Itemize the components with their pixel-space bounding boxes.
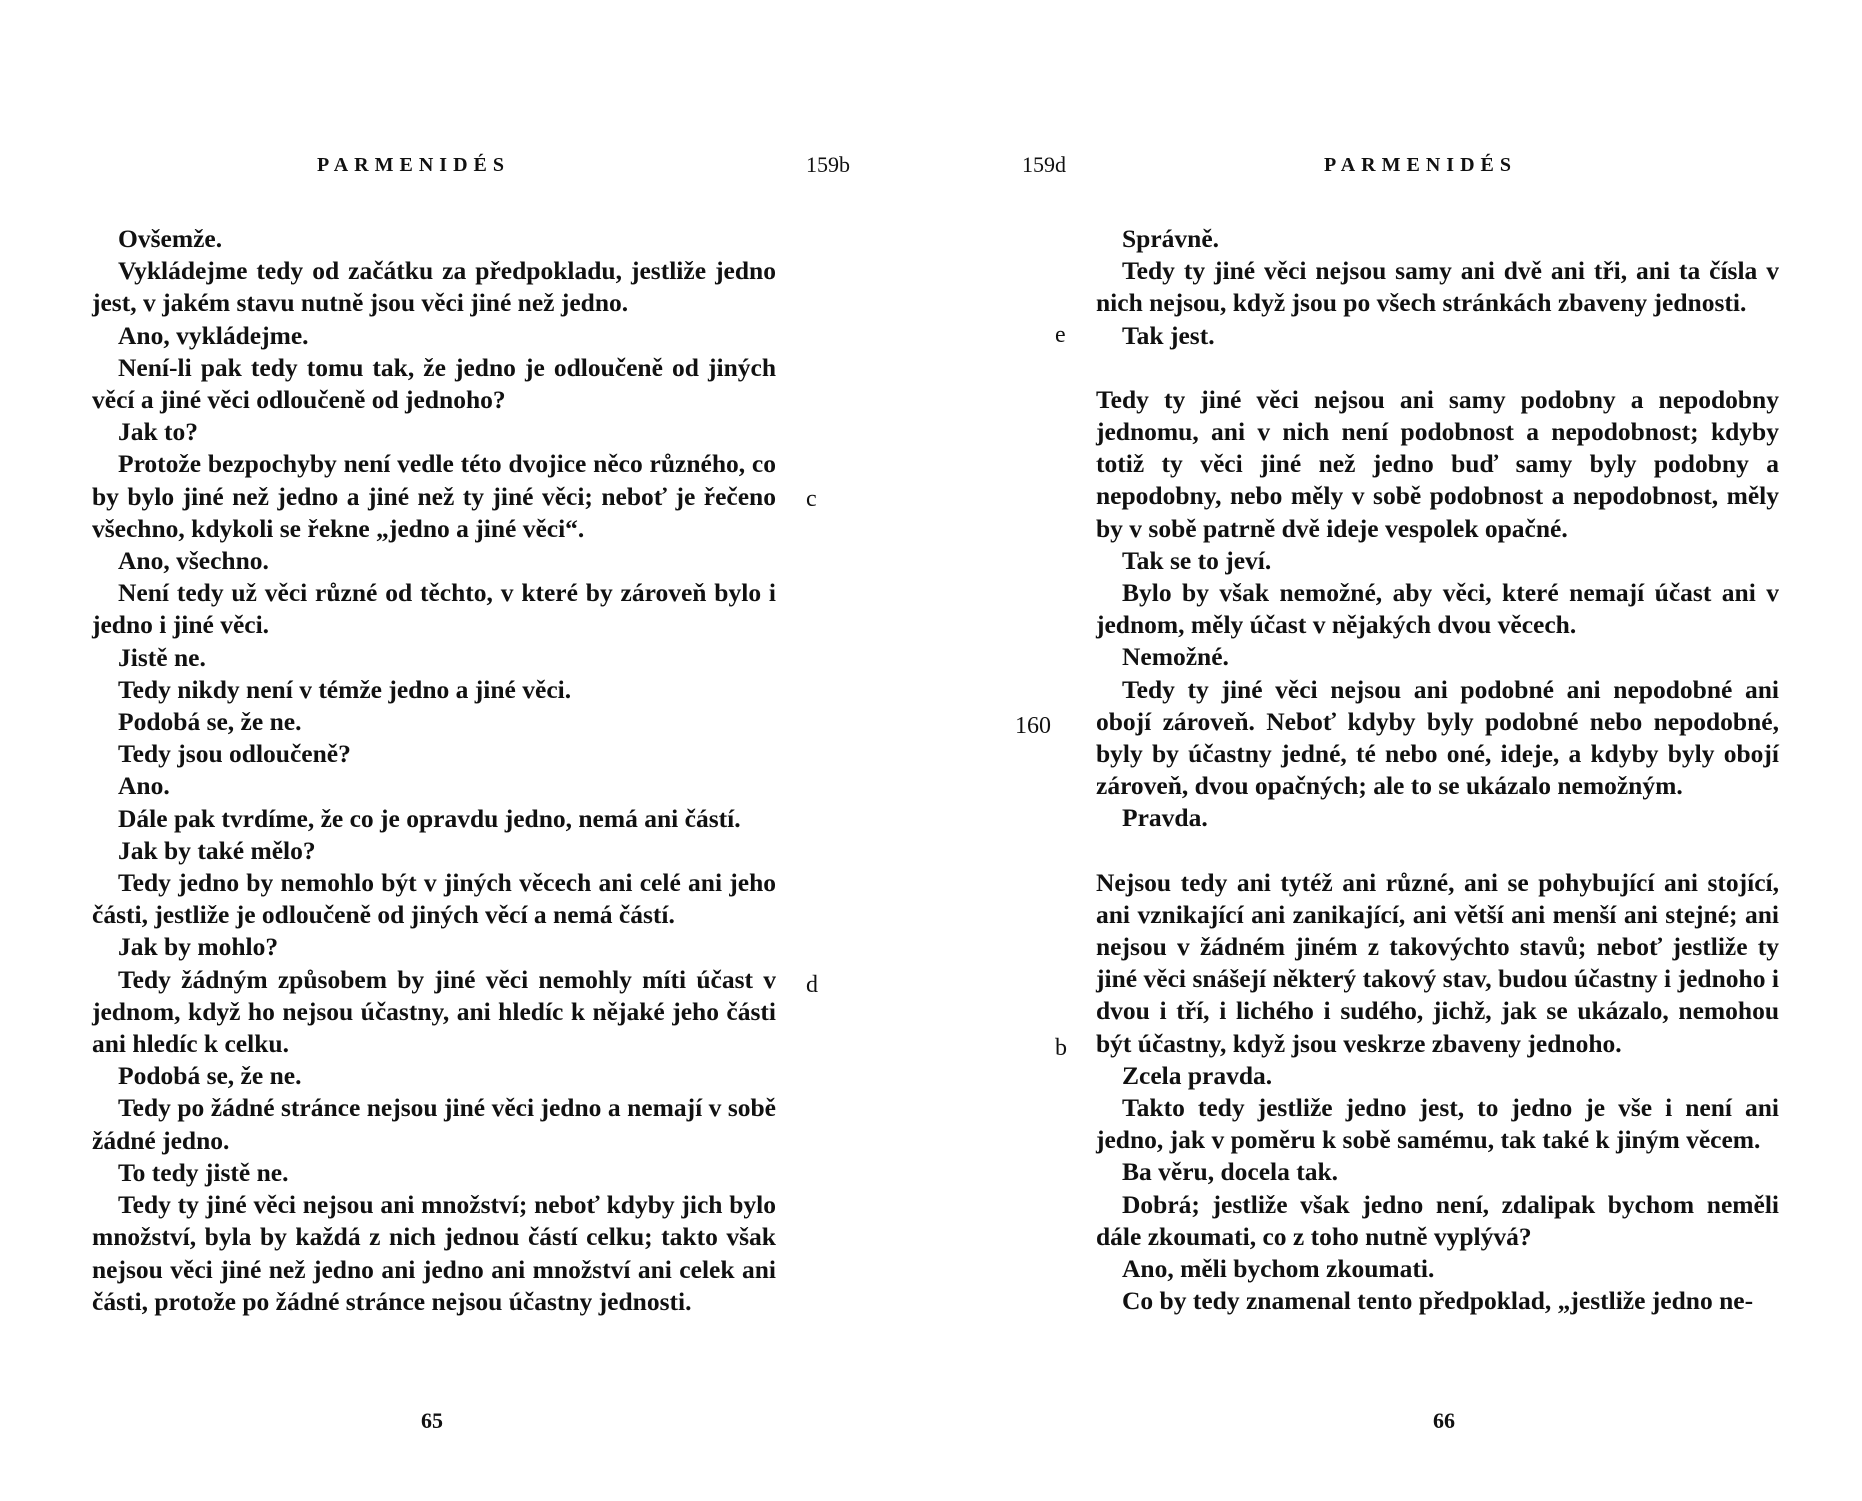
body-text [1096,223,1779,1318]
paragraph: To tedy jistě ne. [118,1157,289,1187]
paragraph: Jak by také mělo? [118,835,316,865]
margin-marker: d [806,972,818,998]
paragraph: Jak by mohlo? [118,932,279,962]
paragraph: Tedy ty jiné věci nejsou ani samy podobny a nepodobny jednomu, ani v nich není podobnost a nepodobnost; kdyby totiž ty věci jiné než jedno buď samy byly podobny a nepodobny, nebo měly v sobě podobnost a nepodobnost, měly by v sobě patrně dvě ideje vespolek opačné. [1096,384,1779,543]
paragraph: Dále pak tvrdíme, že co je opravdu jedno, nemá ani částí. [118,803,741,833]
margin-marker: b [1055,1035,1067,1061]
paragraph: Tedy ty jiné věci nejsou samy ani dvě ani tři, ani ta čísla v nich nejsou, když jsou po všech stránkách zbaveny jednosti. [1096,256,1779,318]
paragraph: Není-li pak tedy tomu tak, že jedno je odloučeně od jiných věcí a jiné věci odloučeně od jednoho? [92,352,776,415]
paragraph: Co by tedy znamenal tento předpoklad, „jestliže jedno ne- [1122,1286,1754,1316]
paragraph: Tedy jsou odloučeně? [118,739,351,769]
paragraph: Tedy ty jiné věci nejsou ani podobné ani nepodobné ani obojí zároveň. Neboť kdyby byly podobné nebo nepodobné, byly by účastny jedné, té nebo oné, ideje, a kdyby byly obojí zároveň, dvou opačných; ale to se ukázalo nemožným. [1096,674,1779,801]
paragraph: Protože bezpochyby není vedle této dvojice něco různého, co by bylo jiné než jedno a jiné než ty jiné věci; neboť je řečeno všechno, kdykoli se řekne „jedno a jiné věci“. [92,449,776,543]
paragraph: Ano, všechno. [118,546,269,576]
paragraph: Tedy po žádné stránce nejsou jiné věci jedno a nemají v sobě žádné jedno. [92,1093,776,1155]
right-page [931,0,1862,1501]
paragraph: Tedy nikdy není v témže jedno a jiné věci. [118,674,572,704]
paragraph: Ano, vykládejme. [118,320,309,350]
paragraph: Tak se to jeví. [1122,545,1272,575]
paragraph: Tedy jedno by nemohlo být v jiných věcech ani celé ani jeho části, jestliže je odloučeně od jiných věcí a nemá částí. [92,868,776,930]
paragraph: Podobá se, že ne. [118,707,302,737]
paragraph: Bylo by však nemožné, aby věci, které nemají účast ani v jednom, měly účast v nějakých dvou věcech. [1096,578,1779,640]
running-head: PARMENIDÉS [1324,154,1517,176]
margin-marker: e [1055,322,1066,348]
paragraph: Takto tedy jestliže jedno jest, to jedno je vše i není ani jedno, jak v poměru k sobě samému, tak také k jiným věcem. [1096,1093,1779,1155]
section-reference: 159d [1022,152,1066,177]
paragraph: Pravda. [1122,803,1208,833]
paragraph: Nemožné. [1122,642,1229,672]
paragraph: Podobá se, že ne. [118,1061,302,1091]
paragraph: Správně. [1122,224,1220,253]
running-head: PARMENIDÉS [317,154,510,176]
paragraph: Ano, měli bychom zkoumati. [1122,1254,1435,1284]
margin-marker: c [806,486,817,512]
paragraph: Dobrá; jestliže však jedno není, zdalipak bychom neměli dále zkoumati, co z toho nutně vyplývá? [1096,1189,1779,1251]
page-number: 65 [421,1408,443,1433]
body-text [92,223,776,1318]
paragraph: Ba věru, docela tak. [1122,1157,1339,1187]
paragraph: Tak jest. [1122,320,1215,350]
margin-marker: 160 [1015,713,1051,739]
paragraph: Jak to? [118,417,199,447]
section-reference: 159b [806,152,850,177]
paragraph: Ano. [118,771,170,801]
paragraph: Tedy ty jiné věci nejsou ani množství; neboť kdyby jich bylo množství, byla by každá z nich jednou částí celku; takto však nejsou věci jiné než jedno ani jedno ani množství ani celek ani části, protože po žádné stránce nejsou účastny jednosti. [92,1190,776,1316]
page-number: 66 [1433,1408,1455,1433]
paragraph: Tedy žádným způsobem by jiné věci nemohly míti účast v jednom, když ho nejsou účastny, ani hledíc k nějaké jeho části ani hledíc k celku. [92,964,776,1059]
paragraph: Zcela pravda. [1122,1060,1273,1090]
paragraph: Není tedy už věci různé od těchto, v které by zároveň bylo i jedno i jiné věci. [92,578,776,640]
paragraph: Vykládejme tedy od začátku za předpokladu, jestliže jedno jest, v jakém stavu nutně jsou věci jiné než jedno. [92,256,776,318]
paragraph: Nejsou tedy ani tytéž ani různé, ani se pohybující ani stojící, ani vznikající ani zanikající, ani větší ani menší ani stejné; ani nejsou v žádném jiném z takovýchto stavů; neboť jestliže ty jiné věci snášejí některý takový stav, budou účastny i jednoho i dvou i tří, i lichého i sudého, jichž, jak se ukázalo, nemohou být účastny, když jsou veskrze zbaveny jednoho. [1096,867,1779,1058]
paragraph: Jistě ne. [118,642,206,672]
paragraph: Ovšemže. [118,224,223,253]
